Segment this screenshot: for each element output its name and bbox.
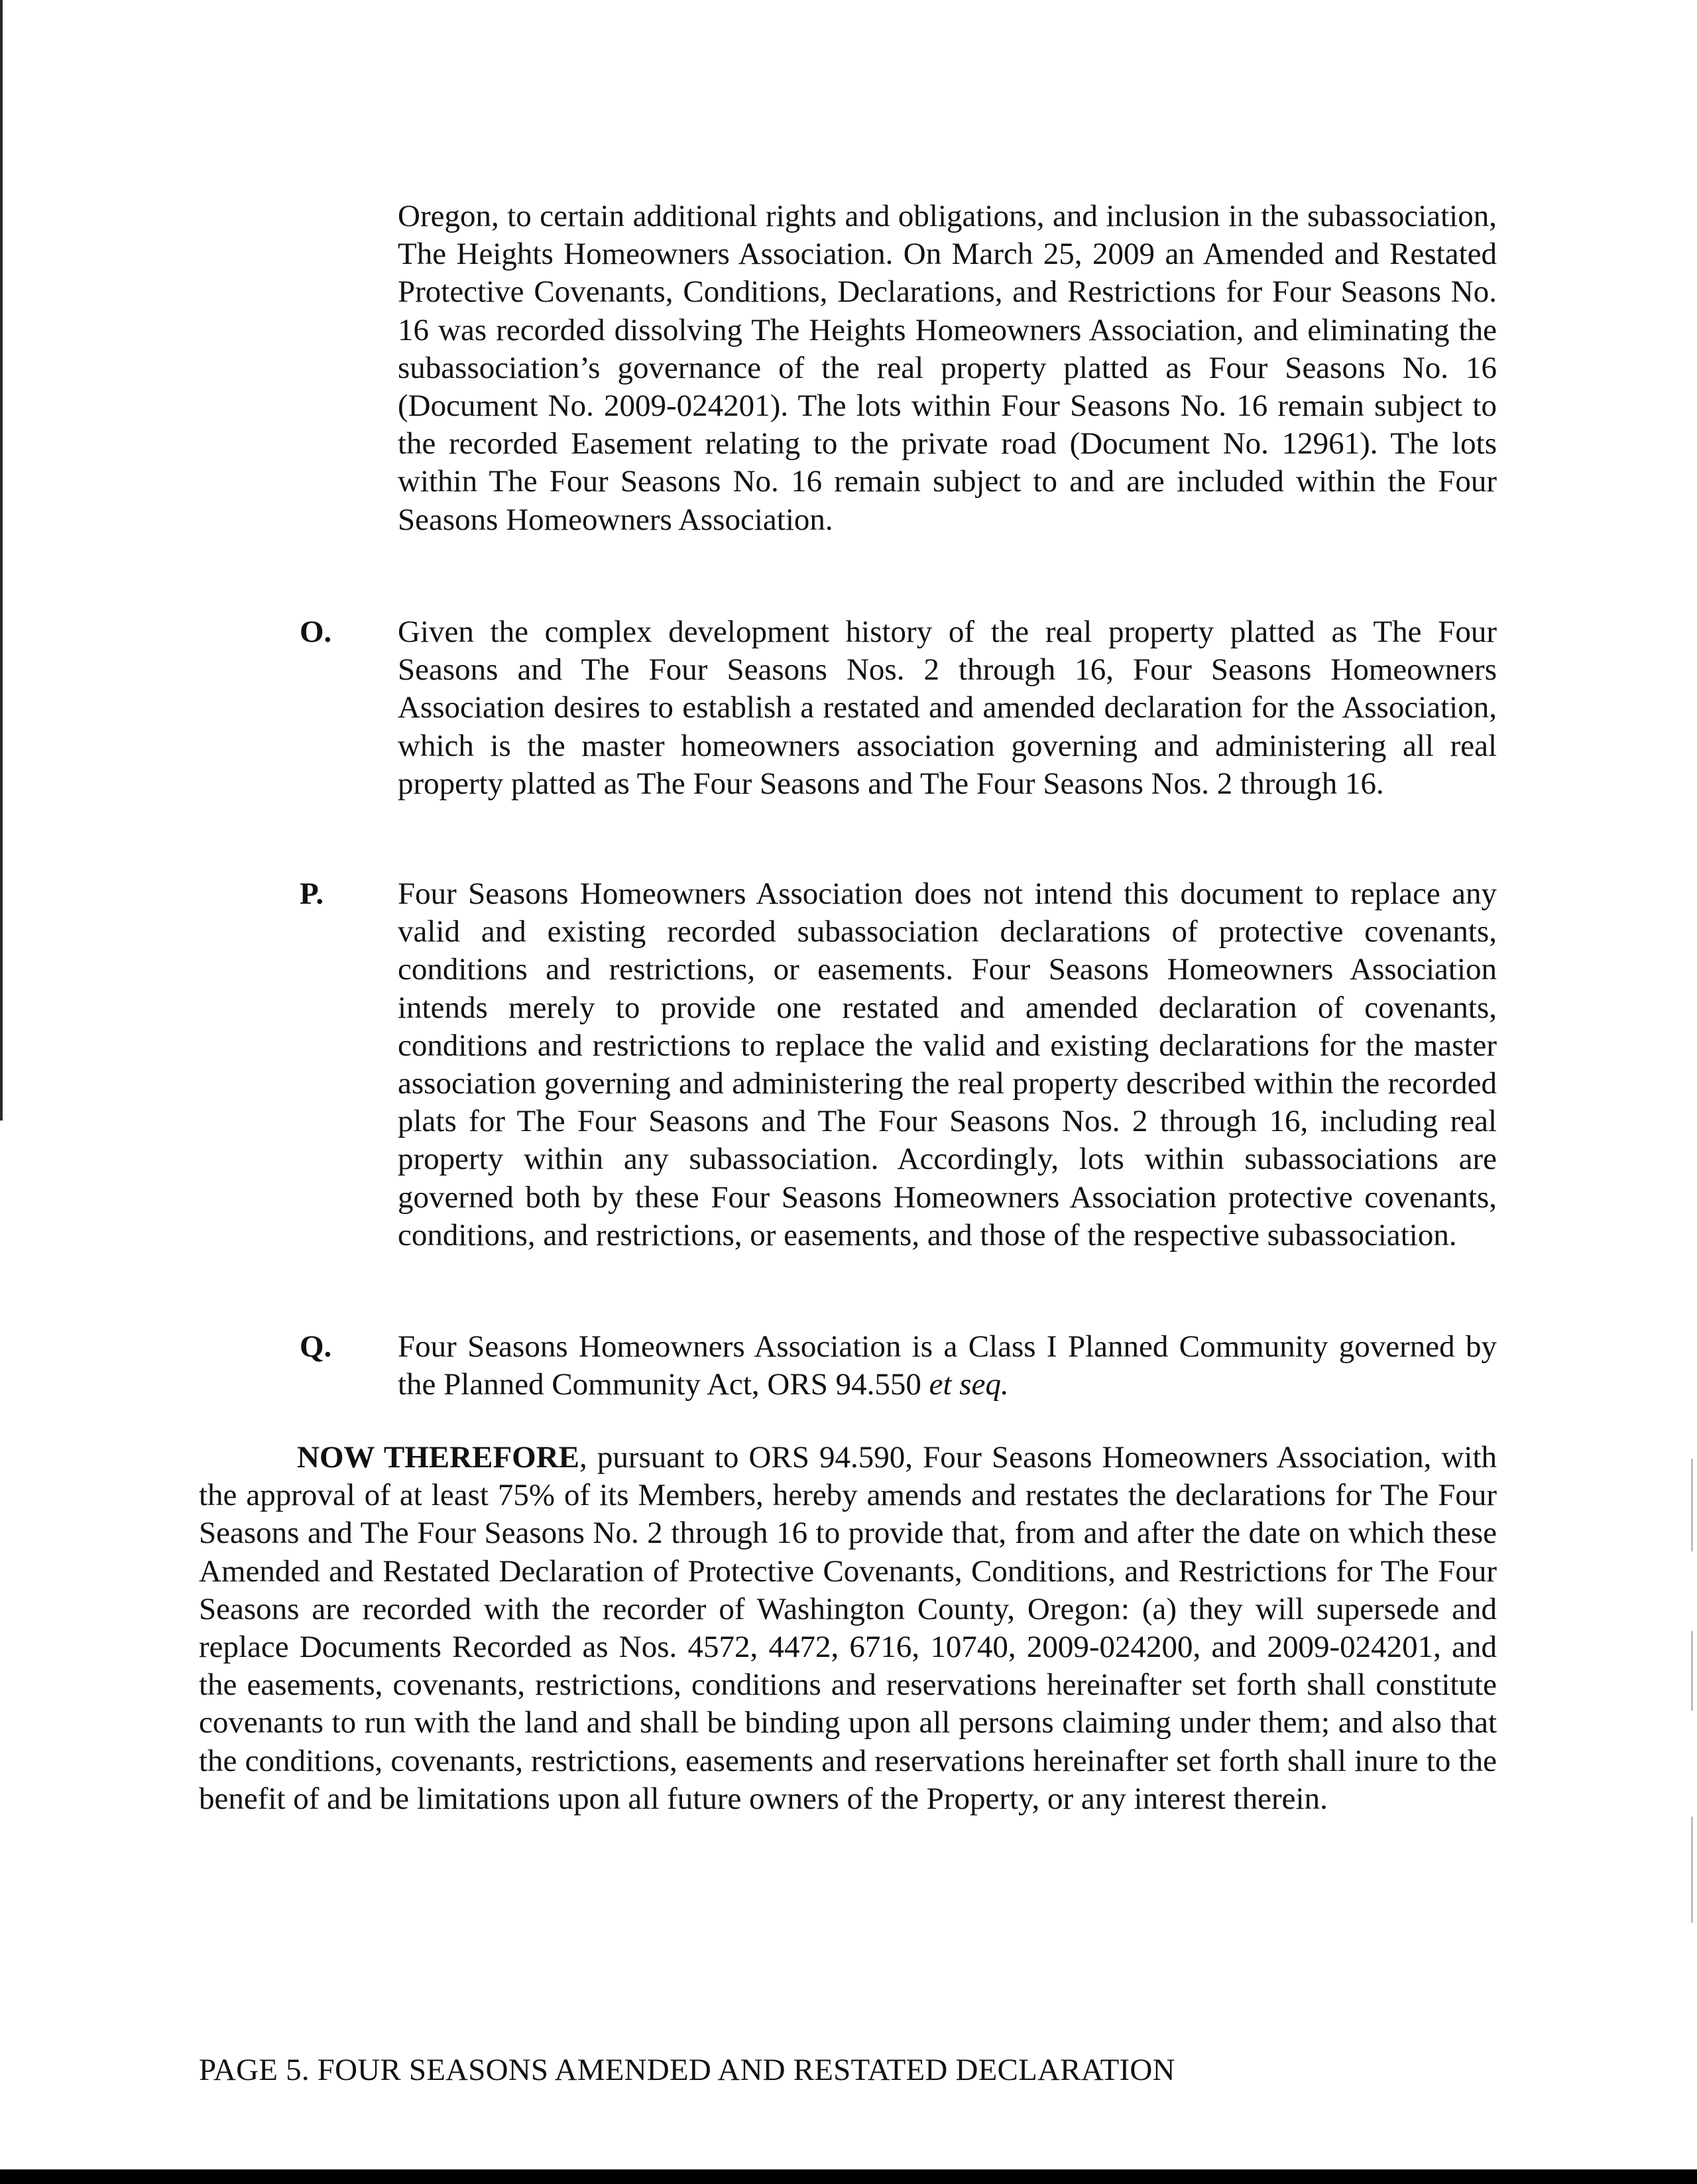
scan-edge-bottom [0, 2169, 1697, 2184]
paragraph-o-letter: O. [300, 615, 332, 649]
paragraph-q-text: Four Seasons Homeowners Association is a Class I Planned Community governed by the Planned Community Act, ORS 94.550 [398, 1329, 1497, 1402]
now-therefore-paragraph [199, 1439, 1497, 1818]
paragraph-q [398, 1328, 1497, 1404]
paragraph-q-letter: Q. [300, 1329, 332, 1364]
paragraph-q-italic: et seq. [929, 1367, 1009, 1402]
scan-mark [1691, 1459, 1693, 1551]
paragraph-p-text: Four Seasons Homeowners Association does not intend this document to replace any valid and existing recorded subassociation declarations of protective covenants, conditions and restrictions, or easements. Four Seasons Homeowners Association intends merely to provide one restated and amended declaration of covenants, conditions and restrictions to replace the valid and existing declarations for the master association governing and administering the real property described within the recorded plats for The Four Seasons and The Four Seasons Nos. 2 through 16, including real property within any subassociation. Accordingly, lots within subassociations are governed both by these Four Seasons Homeowners Association protective covenants, conditions, and restrictions, or easements, and those of the respective subassociation. [398, 877, 1497, 1252]
scan-mark [1691, 1631, 1693, 1711]
scan-mark [1691, 1817, 1693, 1923]
paragraph-o-text: Given the complex development history of the real property platted as The Four Seasons and The Four Seasons Nos. 2 through 16, Four Seasons Homeowners Association desires to establish a restated and amended declaration for the Association, which is the master homeowners association governing and administering all real property platted as The Four Seasons and The Four Seasons Nos. 2 through 16. [398, 615, 1497, 801]
scan-edge-left [0, 0, 3, 1121]
now-therefore-text: , pursuant to ORS 94.590, Four Seasons Homeowners Association, with the approval of at least 75% of its Members, hereby amends and restates the declarations for The Four Seasons and The Four Seasons No. 2 through 16 to provide that, from and after the date on which these Amended and Restated Declaration of Protective Covenants, Conditions, and Restrictions for The Four Seasons are recorded with the recorder of Washington County, Oregon: (a) they will supersede and replace Documents Recorded as Nos. 4572, 4472, 6716, 10740, 2009-024200, and 2009-024201, and the easements, covenants, restrictions, conditions and reservations hereinafter set forth shall constitute covenants to run with the land and shall be binding upon all persons claiming under them; and also that the conditions, covenants, restrictions, easements and reservations hereinafter set forth shall inure to the benefit of and be limitations upon all future owners of the Property, or any interest therein. [199, 1440, 1497, 1816]
paragraph-p-letter: P. [300, 877, 324, 911]
page-footer: PAGE 5. FOUR SEASONS AMENDED AND RESTATED DECLARATION [199, 2053, 1175, 2087]
now-therefore-lead: NOW THEREFORE [297, 1440, 580, 1475]
paragraph-n-continuation: Oregon, to certain additional rights and obligations, and inclusion in the subassociation, The Heights Homeowners Association. On March 25, 2009 an Amended and Restated Protective Covenants, Conditions, Declarations, and Restrictions for Four Seasons No. 16 was recorded dissolving The Heights Homeowners Association, and eliminating the subassociation’s governance of the real property platted as Four Seasons No. 16 (Document No. 2009-024201). The lots within Four Seasons No. 16 remain subject to the recorded Easement relating to the private road (Document No. 12961). The lots within The Four Seasons No. 16 remain subject to and are included within the Four Seasons Homeowners Association. [398, 199, 1497, 537]
